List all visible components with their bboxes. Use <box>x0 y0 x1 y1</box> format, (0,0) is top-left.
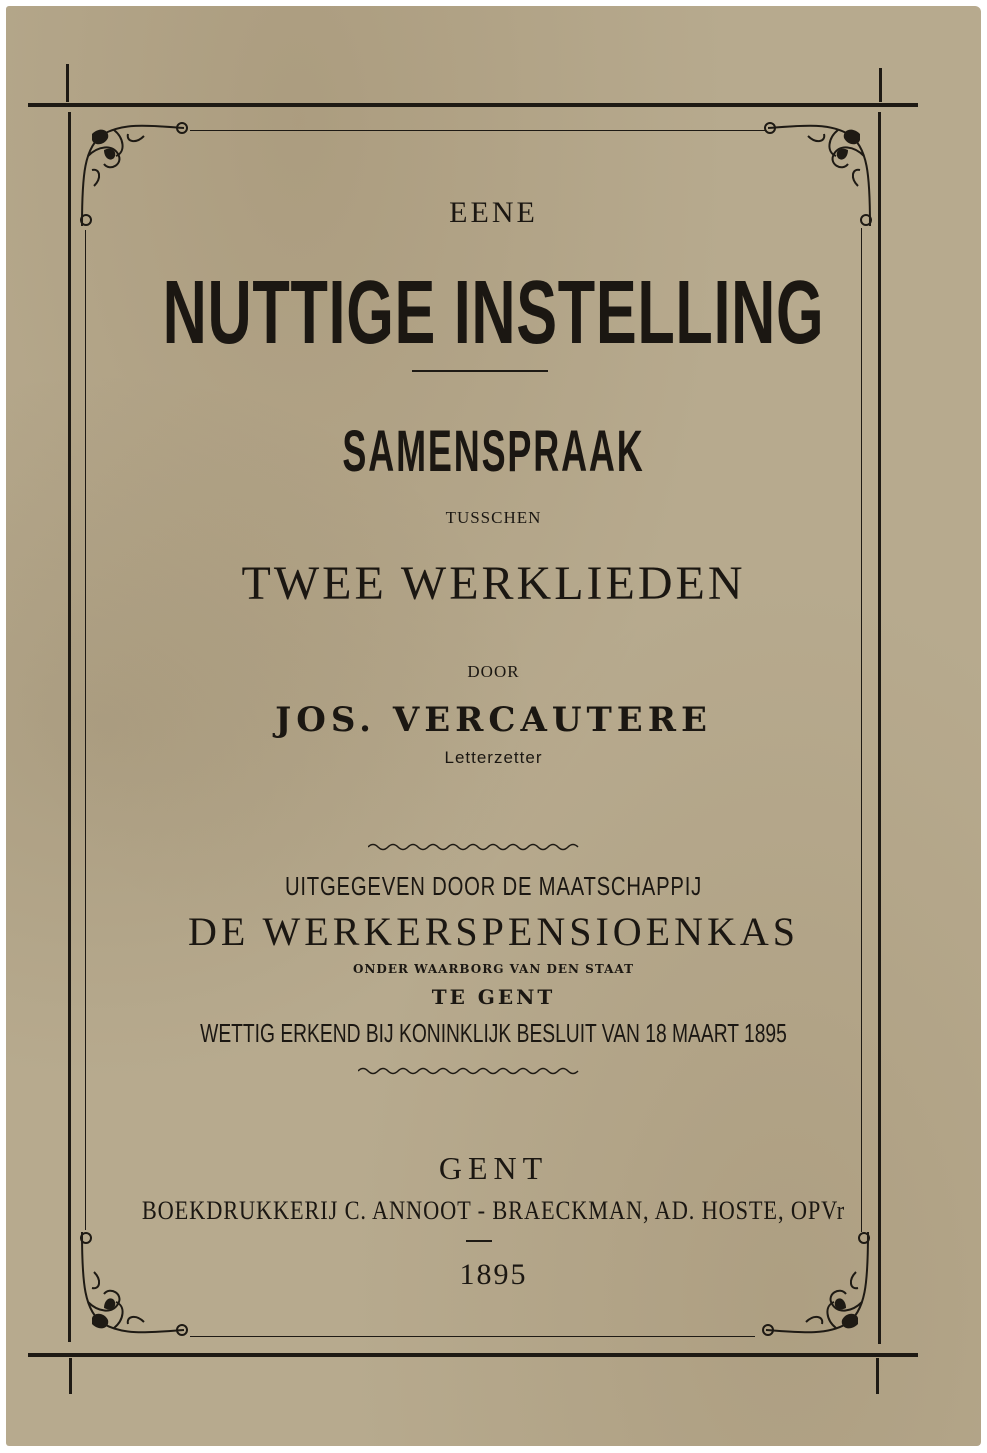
frame-right-tick-top <box>879 68 882 102</box>
wavy-divider-bottom-icon <box>358 1066 580 1076</box>
by-label: DOOR <box>467 662 520 681</box>
frame-top-thick <box>28 103 918 107</box>
title-divider <box>412 370 548 372</box>
imprint-city: GENT <box>438 1150 549 1186</box>
frame-right-tick-bottom <box>876 1358 879 1394</box>
frame-bottom-thick <box>28 1353 918 1357</box>
pre-title: EENE <box>449 196 538 229</box>
wavy-divider-top-icon <box>368 842 582 852</box>
recognition-line: WETTIG ERKEND BIJ KONINKLIJK BESLUIT VAN 18 MAART 1895 <box>200 1018 787 1048</box>
frame-left-tick-top <box>66 64 69 102</box>
author-role: Letterzetter <box>444 748 543 767</box>
guarantee-line: ONDER WAARBORG VAN DEN STAAT <box>352 962 634 976</box>
publisher-city: TE GENT <box>431 985 556 1009</box>
frame-inner-top <box>190 130 765 131</box>
publisher-name: DE WERKERSPENSIOENKAS <box>187 909 800 954</box>
printer-line: BOEKDRUKKERIJ C. ANNOOT - BRAECKMAN, AD. HOSTE, OPVr <box>141 1196 846 1225</box>
frame-left-tick-bottom <box>69 1358 72 1394</box>
publication-year: 1895 <box>459 1258 528 1291</box>
author-name: JOS. VERCAUTERE <box>275 700 712 740</box>
between-label: TUSSCHEN <box>445 508 542 527</box>
subtitle: SAMENSPRAAK <box>342 419 645 484</box>
frame-inner-bottom <box>190 1336 755 1337</box>
publisher-intro: UITGEGEVEN DOOR DE MAATSCHAPPIJ <box>284 871 703 901</box>
main-title: NUTTIGE INSTELLING <box>162 263 825 363</box>
subtitle-two: TWEE WERKLIEDEN <box>241 557 746 610</box>
year-dash <box>466 1240 492 1242</box>
